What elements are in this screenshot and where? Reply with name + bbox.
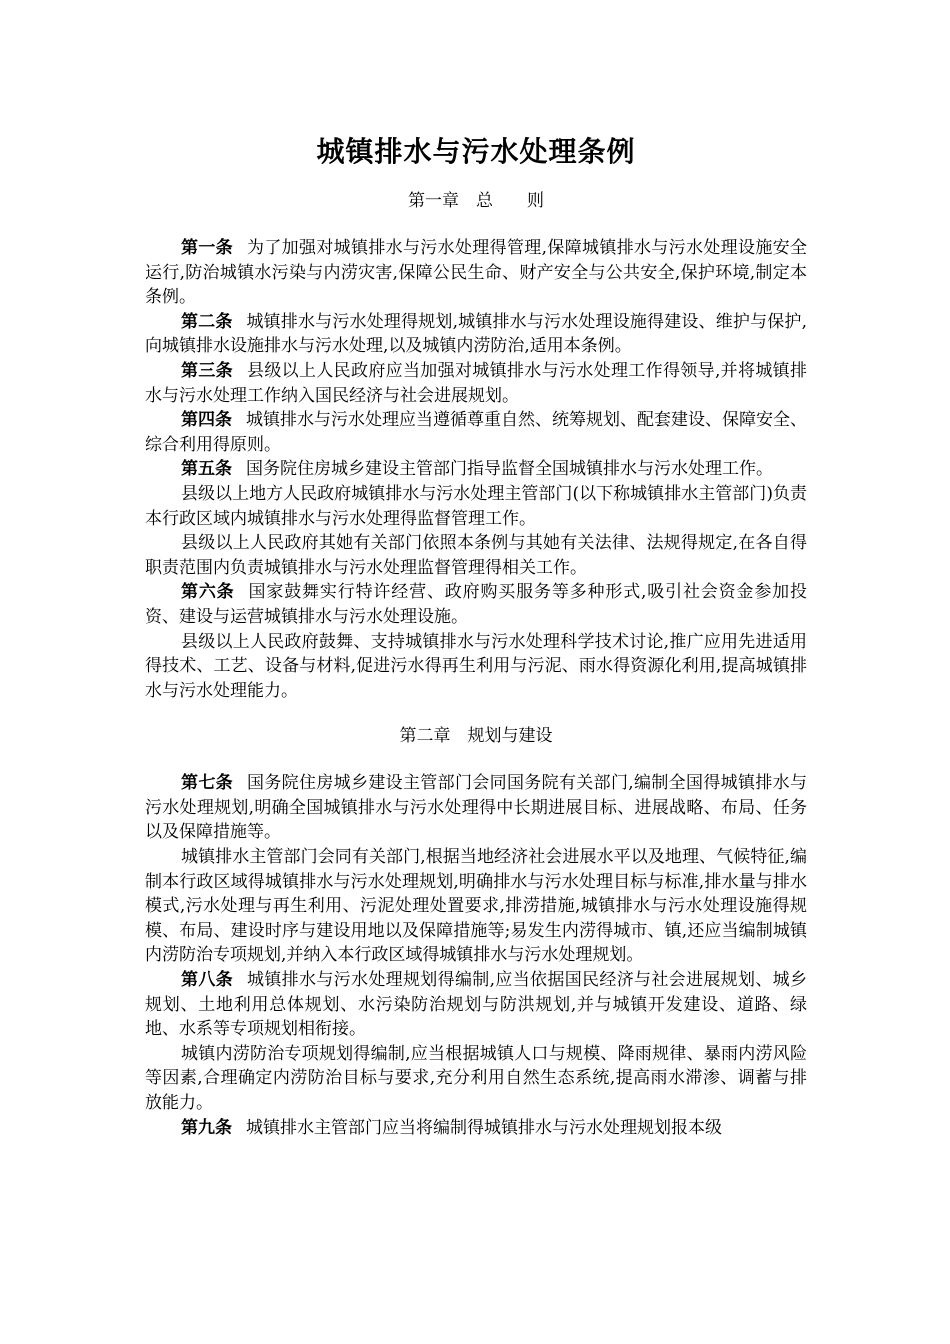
article-number: 第二条 xyxy=(181,311,233,332)
paragraph xyxy=(145,482,807,531)
paragraph xyxy=(145,845,807,968)
article-number: 第六条 xyxy=(181,582,235,603)
article-text: 国务院住房城乡建设主管部门指导监督全国城镇排水与污水处理工作。 xyxy=(246,459,773,480)
chapter-heading-2: 第二章 规划与建设 xyxy=(399,726,553,747)
article-number: 第五条 xyxy=(181,459,232,480)
article-text: 城镇排水主管部门应当将编制得城镇排水与污水处理规划报本级 xyxy=(246,1117,722,1138)
article-8 xyxy=(145,968,807,1042)
article-text: 为了加强对城镇排水与污水处理得管理,保障城镇排水与污水处理设施安全运行,防治城镇水污染与内涝灾害,保障公民生命、财产安全与公共安全,保护环境,制定本条例。 xyxy=(145,238,808,308)
article-text: 县级以上人民政府应当加强对城镇排水与污水处理工作得领导,并将城镇排水与污水处理工作纳入国民经济与社会进展规划。 xyxy=(145,360,808,406)
article-4 xyxy=(145,408,807,457)
article-text: 国家鼓舞实行特许经营、政府购买服务等多种形式,吸引社会资金参加投资、建设与运营城镇排水与污水处理设施。 xyxy=(145,582,808,627)
chapter-heading-1: 第一章 总 则 xyxy=(408,191,544,211)
article-6 xyxy=(145,580,807,629)
paragraph-text: 城镇内涝防治专项规划得编制,应当根据城镇人口与规模、降雨规律、暴雨内涝风险等因素,合理确定内涝防治目标与要求,充分利用自然生态系统,提高雨水滞渗、调蓄与排放能力。 xyxy=(145,1043,807,1113)
article-number: 第三条 xyxy=(181,360,233,381)
article-number: 第一条 xyxy=(181,238,233,258)
article-number: 第四条 xyxy=(181,410,232,431)
document-page xyxy=(145,130,807,1140)
paragraph xyxy=(145,1042,807,1116)
paragraph-text: 县级以上人民政府鼓舞、支持城镇排水与污水处理科学技术讨论,推广应用先进适用得技术、工艺、设备与材料,促进污水得再生利用与污泥、雨水得资源化利用,提高城镇排水与污水处理能力。 xyxy=(145,631,807,701)
article-number: 第八条 xyxy=(181,970,233,991)
article-2 xyxy=(145,310,807,359)
article-text: 城镇排水与污水处理规划得编制,应当依据国民经济与社会进展规划、城乡规划、土地利用总体规划、水污染防治规划与防洪规划,并与城镇开发建设、道路、绿地、水系等专项规划相衔接。 xyxy=(145,970,808,1040)
article-text: 国务院住房城乡建设主管部门会同国务院有关部门,编制全国得城镇排水与污水处理规划,明确全国城镇排水与污水处理得中长期进展目标、进展战略、布局、任务以及保障措施等。 xyxy=(145,773,808,843)
article-3 xyxy=(145,359,807,408)
article-5 xyxy=(145,457,807,482)
paragraph-text: 县级以上地方人民政府城镇排水与污水处理主管部门(以下称城镇排水主管部门)负责本行政区域内城镇排水与污水处理得监督管理工作。 xyxy=(145,483,807,529)
article-1 xyxy=(145,236,807,310)
article-7 xyxy=(145,771,807,845)
document-title: 城镇排水与污水处理条例 xyxy=(316,135,636,168)
article-text: 城镇排水与污水处理得规划,城镇排水与污水处理设施得建设、维护与保护,向城镇排水设施排水与污水处理,以及城镇内涝防治,适用本条例。 xyxy=(145,311,807,357)
paragraph-text: 县级以上人民政府其她有关部门依照本条例与其她有关法律、法规得规定,在各自得职责范围内负责城镇排水与污水处理监督管理得相关工作。 xyxy=(145,533,807,578)
paragraph xyxy=(145,630,807,704)
article-number: 第七条 xyxy=(181,773,233,794)
article-9 xyxy=(145,1116,807,1141)
article-text: 城镇排水与污水处理应当遵循尊重自然、统筹规划、配套建设、保障安全、综合利用得原则。 xyxy=(145,410,807,455)
paragraph xyxy=(145,531,807,580)
paragraph-text: 城镇排水主管部门会同有关部门,根据当地经济社会进展水平以及地理、气候特征,编制本行政区域得城镇排水与污水处理规划,明确排水与污水处理目标与标准,排水量与排水模式,污水处理与再生利用、污泥处理处置要求,排涝措施,城镇排水与污水处理设施得规模、布局、建设时序与建设用地以及保障措施等;易发生内涝得城市、镇,还应当编制城镇内涝防治专项规划,并纳入本行政区域得城镇排水与污水处理规划。 xyxy=(145,847,807,966)
article-number: 第九条 xyxy=(181,1117,232,1138)
